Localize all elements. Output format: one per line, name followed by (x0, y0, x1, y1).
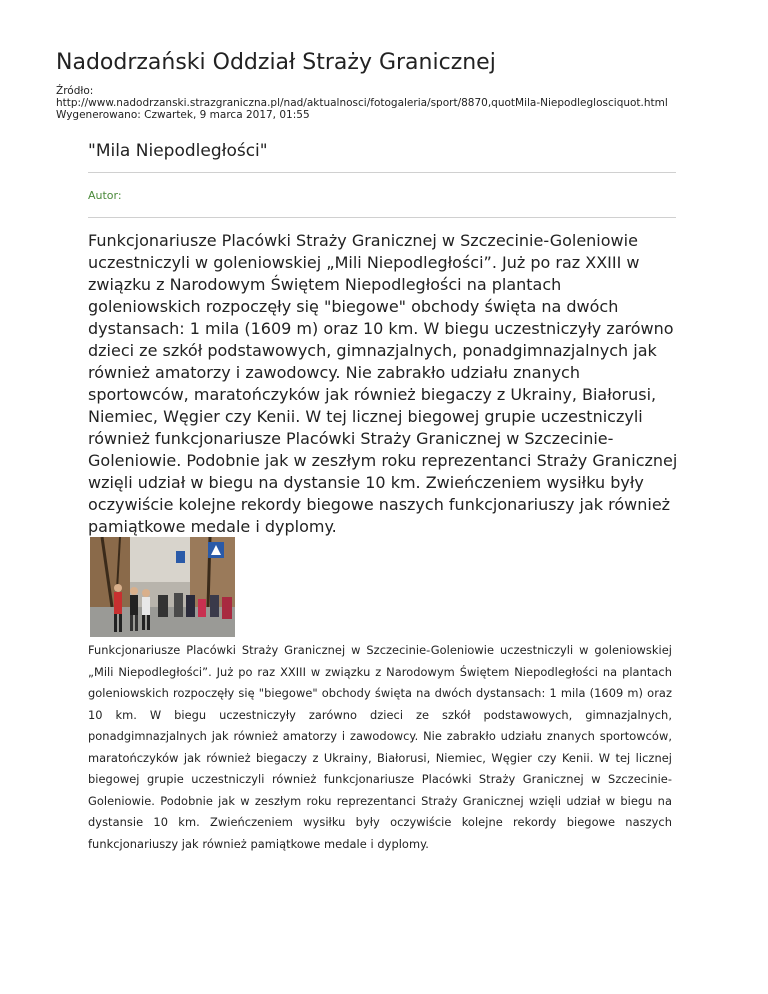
article-photo[interactable] (90, 537, 235, 637)
author-label: Autor: (88, 189, 122, 202)
article-body: Funkcjonariusze Placówki Straży Granicznej w Szczecinie-Goleniowie uczestniczyli w goleniowskiej „Mili Niepodległości”. Już po raz XXIII w związku z Narodowym Świętem Niepodległości na plantach goleniowskich rozpoczęły się "biegowe" obchody święta na dwóch dystansach: 1 mila (1609 m) oraz 10 km. W biegu uczestniczyły zarówno dzieci ze szkół podstawowych, gimnazjalnych, ponadgimnazjalnych jak również amatorzy i zawodowcy. Nie zabrakło udziału znanych sportowców, maratończyków jak również biegaczy z Ukrainy, Białorusi, Niemiec, Węgier czy Kenii. W tej licznej biegowej grupie uczestniczyli również funkcjonariusze Placówki Straży Granicznej w Szczecinie-Goleniowie. Podobnie jak w zeszłym roku reprezentanci Straży Granicznej wzięli udział w biegu na dystansie 10 km. Zwieńczeniem wysiłku były oczywiście kolejne rekordy biegowe naszych funkcjonariuszy jak również pamiątkowe medale i dyplomy. (88, 643, 672, 851)
divider (88, 172, 676, 173)
article-lead: Funkcjonariusze Placówki Straży Granicznej w Szczecinie-Goleniowie uczestniczyli w goleniowskiej „Mili Niepodległości”. Już po raz XXIII w związku z Narodowym Świętem Niepodległości na plantach goleniowskich rozpoczęły się "biegowe" obchody święta na dwóch dystansach: 1 mila (1609 m) oraz 10 km. W biegu uczestniczyły zarówno dzieci ze szkół podstawowych, gimnazjalnych, ponadgimnazjalnych jak również amatorzy i zawodowcy. Nie zabrakło udziału znanych sportowców, maratończyków jak również biegaczy z Ukrainy, Białorusi, Niemiec, Węgier czy Kenii. W tej licznej biegowej grupie uczestniczyli również funkcjonariusze Placówki Straży Granicznej w Szczecinie-Goleniowie. Podobnie jak w zeszłym roku reprezentanci Straży Granicznej wzięli udział w biegu na dystansie 10 km. Zwieńczeniem wysiłku były oczywiście kolejne rekordy biegowe naszych funkcjonariuszy jak również pamiątkowe medale i dyplomy. (88, 231, 678, 536)
divider (88, 217, 676, 218)
source-label: Źródło: (56, 85, 94, 97)
site-title: Nadodrzański Oddział Straży Granicznej (56, 50, 496, 75)
article-title: "Mila Niepodległości" (88, 141, 268, 161)
source-url[interactable]: http://www.nadodrzanski.strazgraniczna.pl/nad/aktualnosci/fotogaleria/sport/8870,quotMila-Niepodleglosciquot.html (56, 97, 668, 109)
page-meta (56, 85, 716, 121)
runners-photo-image (90, 537, 235, 637)
generated-date: Wygenerowano: Czwartek, 9 marca 2017, 01:55 (56, 109, 310, 121)
